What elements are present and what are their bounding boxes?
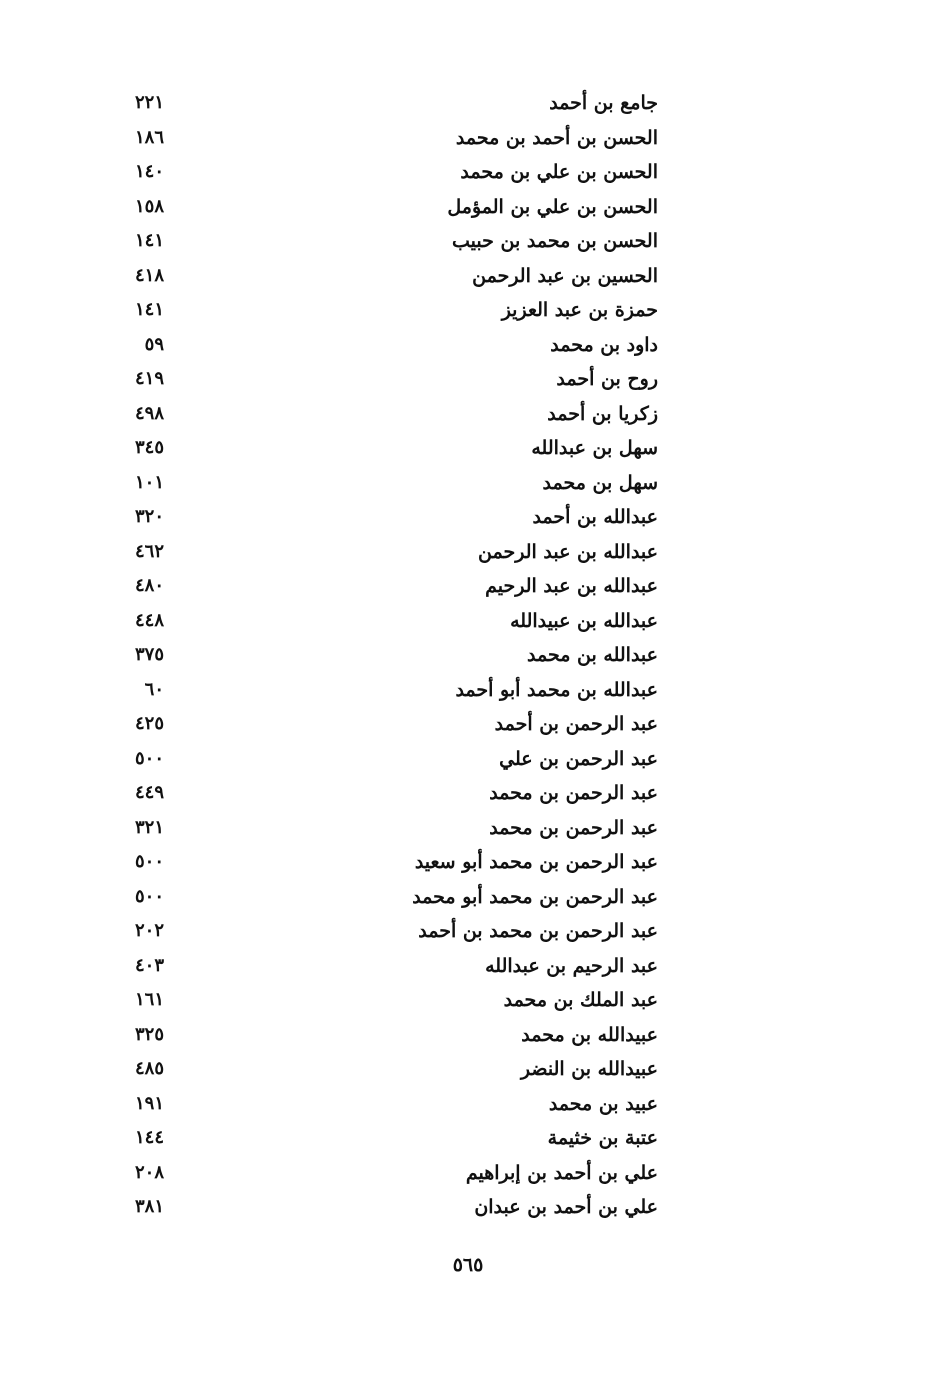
entry-page-number: ٥٠٠ bbox=[134, 747, 164, 769]
entry-page-number: ٣٤٥ bbox=[134, 437, 164, 458]
entry-page-number: ٥٠٠ bbox=[134, 851, 164, 872]
entry-page-number: ٥٩ bbox=[144, 333, 164, 355]
index-entry bbox=[90, 742, 670, 777]
entry-page-number: ٤٨٥ bbox=[134, 1058, 164, 1079]
entry-page-number: ٣٨١ bbox=[134, 1196, 164, 1217]
index-entry bbox=[90, 155, 670, 190]
entry-page-number: ١٤١ bbox=[134, 299, 164, 320]
entry-page-number: ٤٢٥ bbox=[134, 713, 164, 734]
entry-page-number: ٤٦٢ bbox=[134, 540, 164, 562]
entry-name: علي بن أحمد بن إبراهيم bbox=[465, 1161, 658, 1184]
entry-page-number: ١٥٨ bbox=[134, 195, 164, 217]
entry-name: عتبة بن خثيمة bbox=[547, 1127, 658, 1149]
index-entry bbox=[90, 707, 670, 742]
index-entry bbox=[90, 638, 670, 673]
entry-page-number: ١٠١ bbox=[134, 471, 164, 493]
index-entry bbox=[90, 1156, 670, 1191]
entry-page-number: ١٦١ bbox=[134, 989, 164, 1010]
index-entry bbox=[90, 604, 670, 639]
entry-name: عبد الرحمن بن محمد bbox=[489, 782, 658, 804]
entry-name: عبد الرحيم بن عبدالله bbox=[485, 954, 658, 977]
entry-name: عبيدالله بن محمد bbox=[521, 1023, 658, 1046]
entry-page-number: ١٤٠ bbox=[134, 161, 164, 182]
index-entry bbox=[90, 673, 670, 708]
entry-page-number: ٣٢٠ bbox=[134, 506, 164, 527]
entry-name: عبيد بن محمد bbox=[548, 1092, 658, 1115]
index-entry bbox=[90, 1018, 670, 1053]
entry-page-number: ٤٩٨ bbox=[134, 402, 164, 424]
entry-name: الحسن بن علي بن محمد bbox=[460, 161, 658, 183]
entry-page-number: ١٨٦ bbox=[134, 126, 164, 148]
index-entry bbox=[90, 914, 670, 949]
entry-name: عبيدالله بن النضر bbox=[520, 1058, 658, 1080]
entry-name: الحسن بن محمد بن حبيب bbox=[452, 230, 658, 252]
index-entry bbox=[90, 1190, 670, 1225]
index-entry bbox=[90, 86, 670, 121]
entry-name: الحسين بن عبد الرحمن bbox=[472, 264, 658, 287]
entry-name: جامع بن أحمد bbox=[549, 92, 658, 114]
entry-name: عبدالله بن عبد الرحمن bbox=[478, 540, 658, 563]
entry-name: عبد الرحمن بن محمد أبو سعيد bbox=[414, 851, 658, 873]
index-entry bbox=[90, 121, 670, 156]
entry-name: عبد الرحمن بن محمد بن أحمد bbox=[418, 920, 658, 942]
index-entry bbox=[90, 845, 670, 880]
index-entry bbox=[90, 224, 670, 259]
entry-page-number: ٤٤٩ bbox=[134, 782, 164, 803]
entry-name: زكريا بن أحمد bbox=[547, 402, 658, 425]
entry-page-number: ٥٠٠ bbox=[134, 885, 164, 907]
entry-name: عبد الرحمن بن محمد bbox=[489, 816, 658, 839]
entry-page-number: ٦٠ bbox=[144, 678, 164, 700]
entry-name: عبدالله بن أحمد bbox=[532, 506, 658, 528]
entry-page-number: ٣٧٥ bbox=[134, 644, 164, 665]
entry-page-number: ٤١٩ bbox=[134, 368, 164, 389]
entry-page-number: ٢٠٨ bbox=[134, 1161, 164, 1183]
index-entry bbox=[90, 259, 670, 294]
entry-name: روح بن أحمد bbox=[556, 368, 658, 390]
index-entry bbox=[90, 431, 670, 466]
index-entry bbox=[90, 362, 670, 397]
index-entry bbox=[90, 983, 670, 1018]
entry-name: عبدالله بن عبيدالله bbox=[510, 609, 658, 632]
entry-page-number: ١٤٤ bbox=[134, 1127, 164, 1148]
entry-name: عبد الرحمن بن محمد أبو محمد bbox=[412, 885, 658, 908]
entry-name: عبدالله بن محمد أبو أحمد bbox=[455, 678, 658, 701]
name-index-list bbox=[90, 86, 670, 1225]
entry-name: عبد الرحمن بن علي bbox=[499, 747, 658, 770]
entry-name: سهل بن عبدالله bbox=[531, 437, 658, 459]
entry-name: علي بن أحمد بن عبدان bbox=[474, 1196, 658, 1218]
entry-name: داود بن محمد bbox=[550, 333, 658, 356]
entry-page-number: ١٤١ bbox=[134, 230, 164, 251]
entry-name: سهل بن محمد bbox=[542, 471, 658, 494]
index-entry bbox=[90, 1121, 670, 1156]
entry-name: حمزة بن عبد العزيز bbox=[501, 299, 658, 321]
index-entry bbox=[90, 500, 670, 535]
index-entry bbox=[90, 535, 670, 570]
entry-name: الحسن بن أحمد بن محمد bbox=[455, 126, 658, 149]
entry-page-number: ٣٢١ bbox=[134, 816, 164, 838]
index-entry bbox=[90, 1087, 670, 1122]
entry-page-number: ٢٢١ bbox=[134, 92, 164, 113]
index-entry bbox=[90, 776, 670, 811]
index-entry bbox=[90, 811, 670, 846]
index-entry bbox=[90, 293, 670, 328]
entry-name: عبدالله بن محمد bbox=[527, 644, 658, 666]
entry-page-number: ١٩١ bbox=[134, 1092, 164, 1114]
index-entry bbox=[90, 569, 670, 604]
index-entry bbox=[90, 397, 670, 432]
entry-name: عبدالله بن عبد الرحيم bbox=[485, 575, 658, 597]
entry-name: الحسن بن علي بن المؤمل bbox=[447, 195, 658, 218]
entry-name: عبد الملك بن محمد bbox=[503, 989, 658, 1011]
entry-page-number: ٣٢٥ bbox=[134, 1023, 164, 1045]
index-entry bbox=[90, 949, 670, 984]
entry-page-number: ٤٠٣ bbox=[134, 954, 164, 976]
entry-page-number: ٤١٨ bbox=[134, 264, 164, 286]
index-entry bbox=[90, 190, 670, 225]
page-number: ٥٦٥ bbox=[452, 1254, 484, 1276]
index-entry bbox=[90, 880, 670, 915]
entry-page-number: ٢٠٢ bbox=[134, 920, 164, 941]
index-entry bbox=[90, 328, 670, 363]
entry-page-number: ٤٤٨ bbox=[134, 609, 164, 631]
index-entry bbox=[90, 1052, 670, 1087]
entry-name: عبد الرحمن بن أحمد bbox=[494, 713, 658, 735]
index-entry bbox=[90, 466, 670, 501]
entry-page-number: ٤٨٠ bbox=[134, 575, 164, 596]
